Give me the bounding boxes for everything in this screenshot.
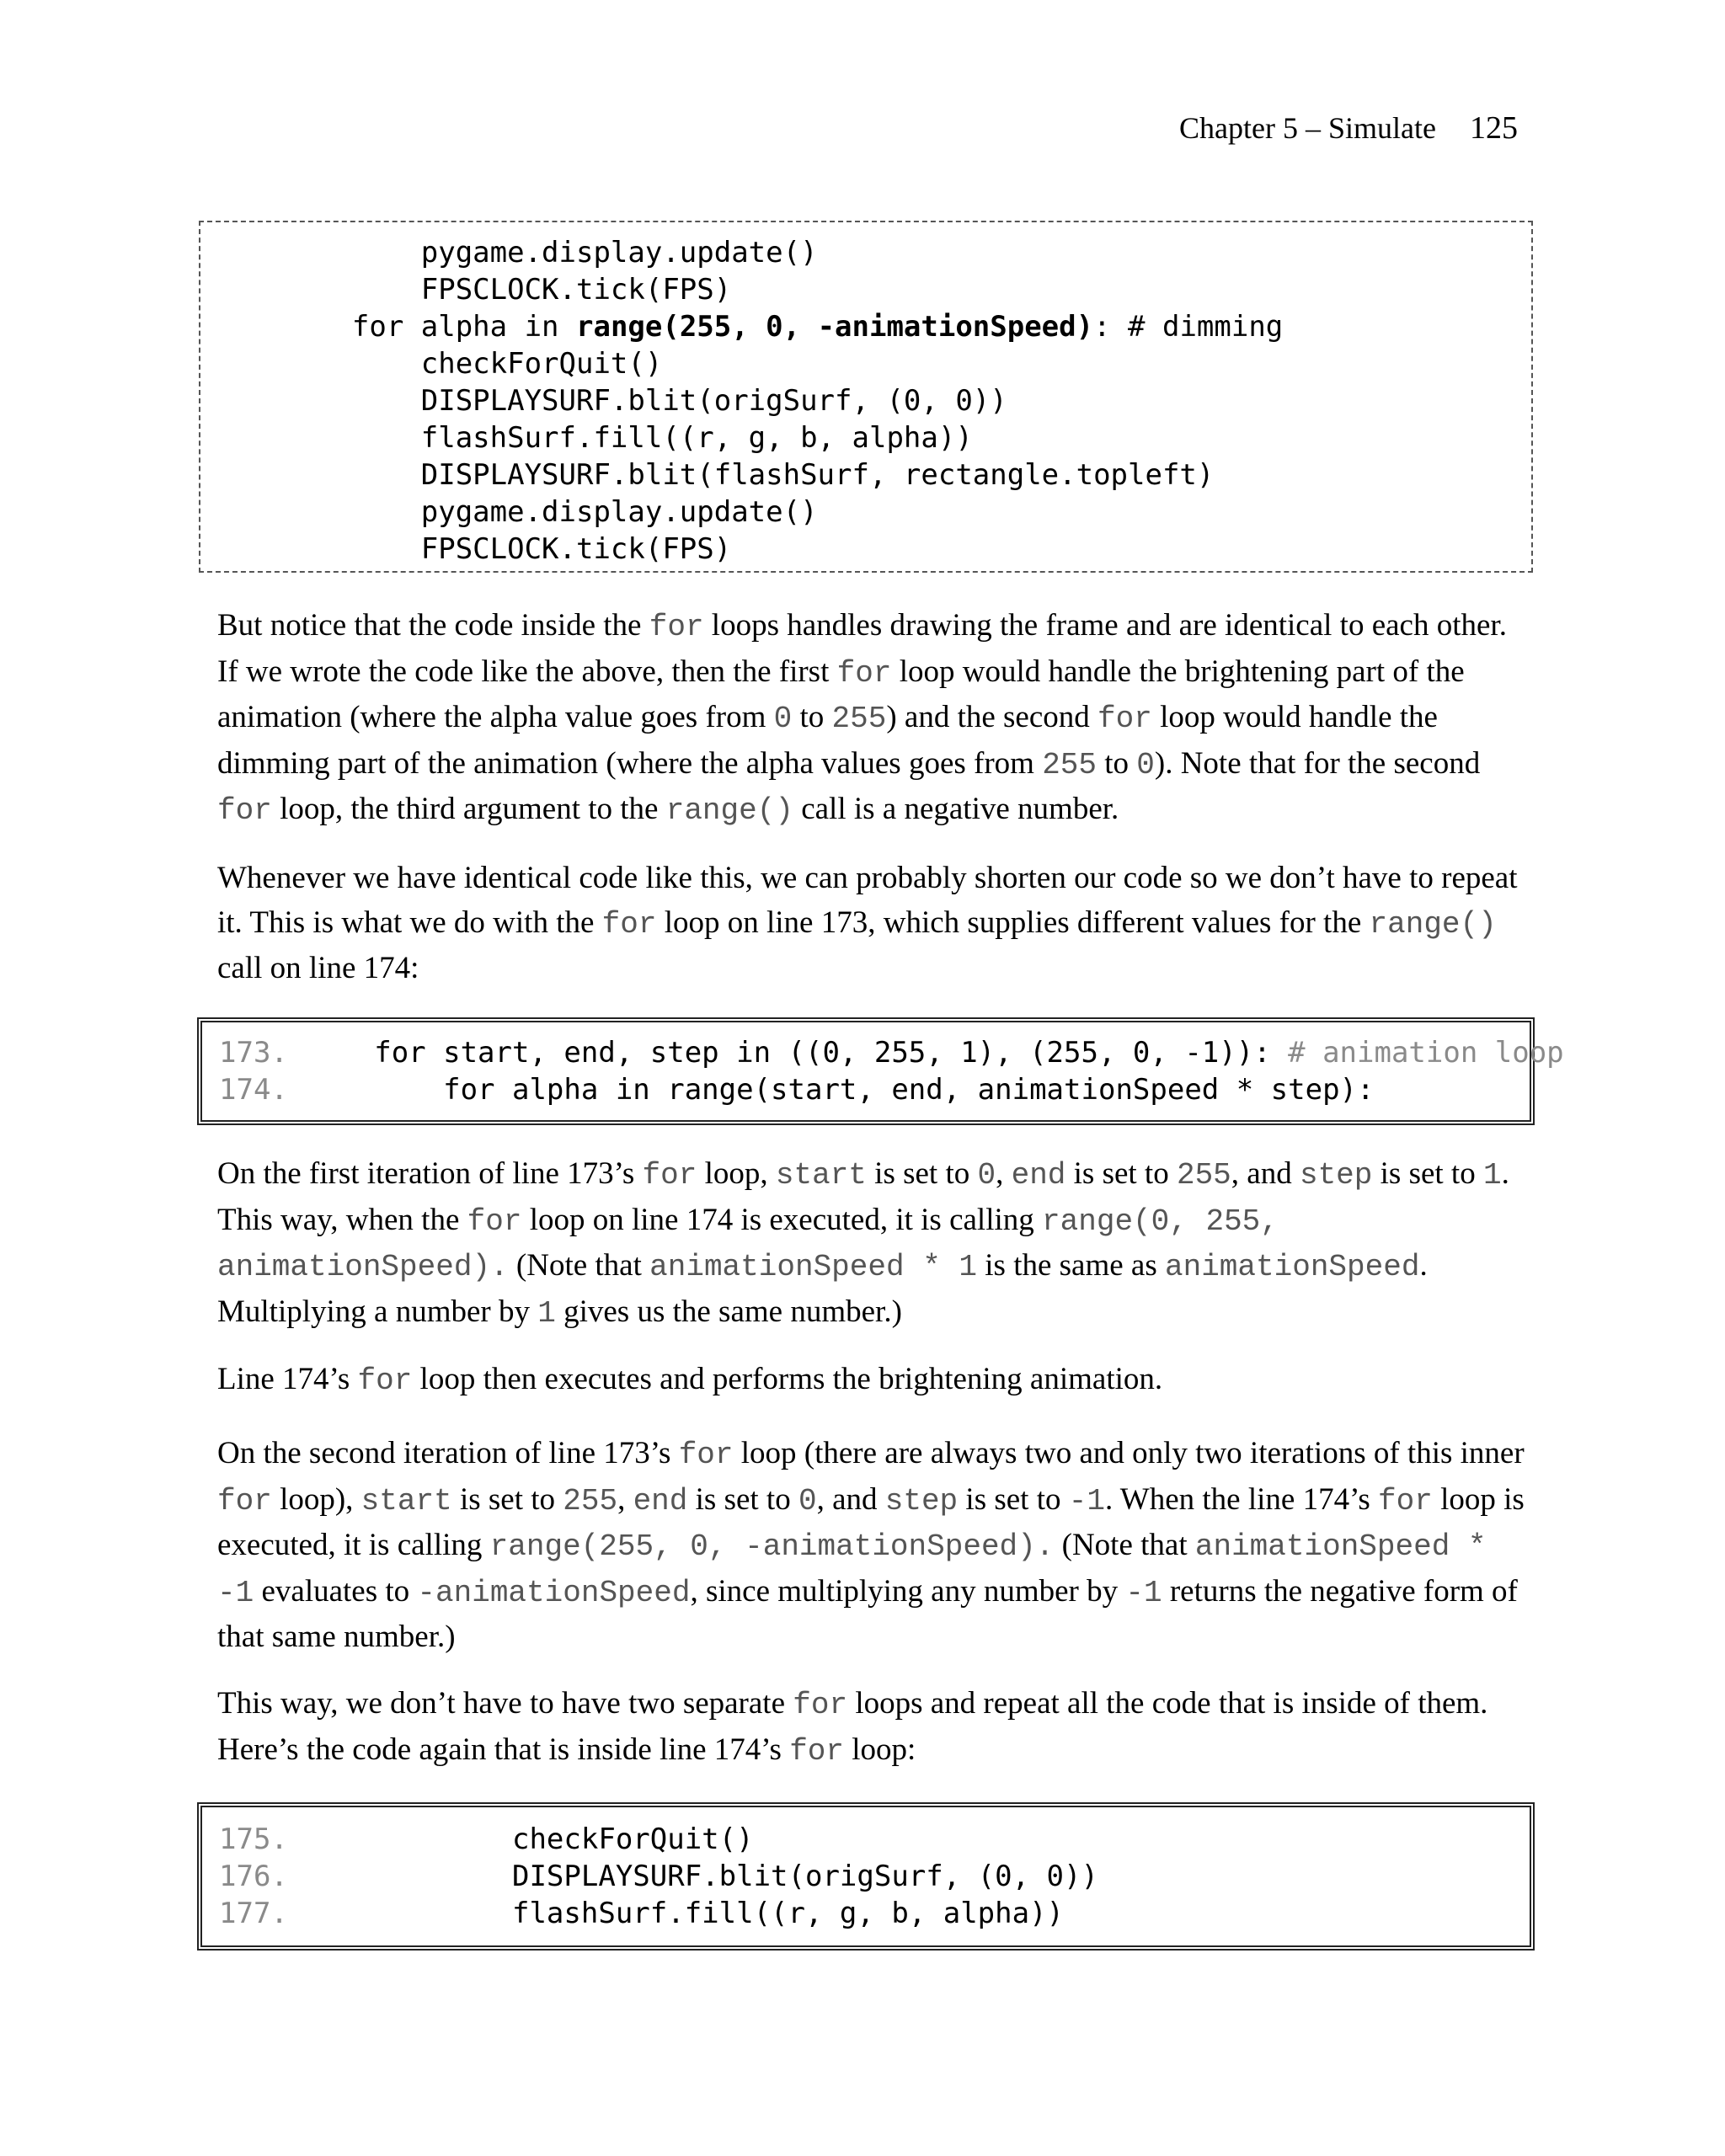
chapter-title: Chapter 5 – Simulate bbox=[1179, 111, 1436, 145]
paragraph-second-iteration: On the second iteration of line 173’s for loop (there are always two and only two iterations of this inner for loop), start is set to 255, end is set to 0, and step is set to -1. When the line 174’s for loop is executed, it is calling range(255, 0, -animationSpeed). (Note that animationSpeed * -1 evaluates to -animationSpeed, since multiplying any number by -1 returns the negative form of that same number.) bbox=[217, 1436, 1525, 1654]
code-line: pygame.display.update() bbox=[283, 495, 818, 529]
paragraph-first-iteration: On the first iteration of line 173’s for loop, start is set to 0, end is set to 255, and step is set to 1. This way, when the for loop on line 174 is executed, it is calling range(0, 255, animationSpeed). (Note that animationSpeed * 1 is the same as animationSpeed. Multiplying a number by 1 gives us the same number.) bbox=[217, 1156, 1509, 1331]
bold-code: range(255, 0, -animationSpeed) bbox=[576, 310, 1094, 344]
code-line: checkForQuit() bbox=[283, 347, 663, 381]
page-header bbox=[1179, 108, 1518, 148]
code-block-lines-173-174 bbox=[197, 1017, 1564, 1125]
line-number: 174. bbox=[219, 1073, 288, 1107]
code-block-lines-175-177 bbox=[197, 1802, 1535, 1951]
code-line: 177. flashSurf.fill((r, g, b, alpha)) bbox=[219, 1897, 1065, 1930]
paragraph-shorten-code: Whenever we have identical code like this, we can probably shorten our code so we don’t have to repeat it. This is what we do with the for loop on line 173, which supplies different values for the range() call on line 174: bbox=[217, 861, 1518, 985]
code-line: 174. for alpha in range(start, end, animationSpeed * step): bbox=[219, 1073, 1375, 1107]
code-comment: # animation loop bbox=[1288, 1036, 1564, 1070]
code-line: for alpha in range(255, 0, -animationSpeed): # dimming bbox=[283, 310, 1284, 344]
code-line: DISPLAYSURF.blit(flashSurf, rectangle.topleft) bbox=[283, 458, 1215, 492]
paragraph-for-loops-identical: But notice that the code inside the for loops handles drawing the frame and are identical to each other. If we wrote the code like the above, then the first for loop would handle the brightening part of the animation (where the alpha value goes from 0 to 255) and the second for loop would handle the dimming part of the animation (where the alpha values goes from 255 to 0). Note that for the second for loop, the third argument to the range() call is a negative number. bbox=[217, 608, 1507, 828]
line-number: 176. bbox=[219, 1860, 288, 1893]
code-line: FPSCLOCK.tick(FPS) bbox=[283, 273, 732, 307]
code-line: flashSurf.fill((r, g, b, alpha)) bbox=[283, 421, 973, 455]
paragraph-brightening: Line 174’s for loop then executes and performs the brightening animation. bbox=[217, 1362, 1163, 1398]
code-line: 173. for start, end, step in ((0, 255, 1), (255, 0, -1)): # animation loop bbox=[219, 1036, 1564, 1070]
paragraph-two-loops: This way, we don’t have to have two separate for loops and repeat all the code that is inside of them. Here’s the code again that is inside line 174’s for loop: bbox=[217, 1686, 1488, 1769]
code-line: pygame.display.update() bbox=[283, 236, 818, 270]
page-number: 125 bbox=[1470, 110, 1518, 146]
code-block-dimming-loop bbox=[199, 221, 1533, 573]
code-line: DISPLAYSURF.blit(origSurf, (0, 0)) bbox=[283, 384, 1007, 418]
line-number: 173. bbox=[219, 1036, 288, 1070]
code-line: 175. checkForQuit() bbox=[219, 1822, 754, 1856]
code-line: 176. DISPLAYSURF.blit(origSurf, (0, 0)) bbox=[219, 1860, 1098, 1893]
line-number: 175. bbox=[219, 1822, 288, 1856]
code-line: FPSCLOCK.tick(FPS) bbox=[283, 532, 732, 566]
line-number: 177. bbox=[219, 1897, 288, 1930]
